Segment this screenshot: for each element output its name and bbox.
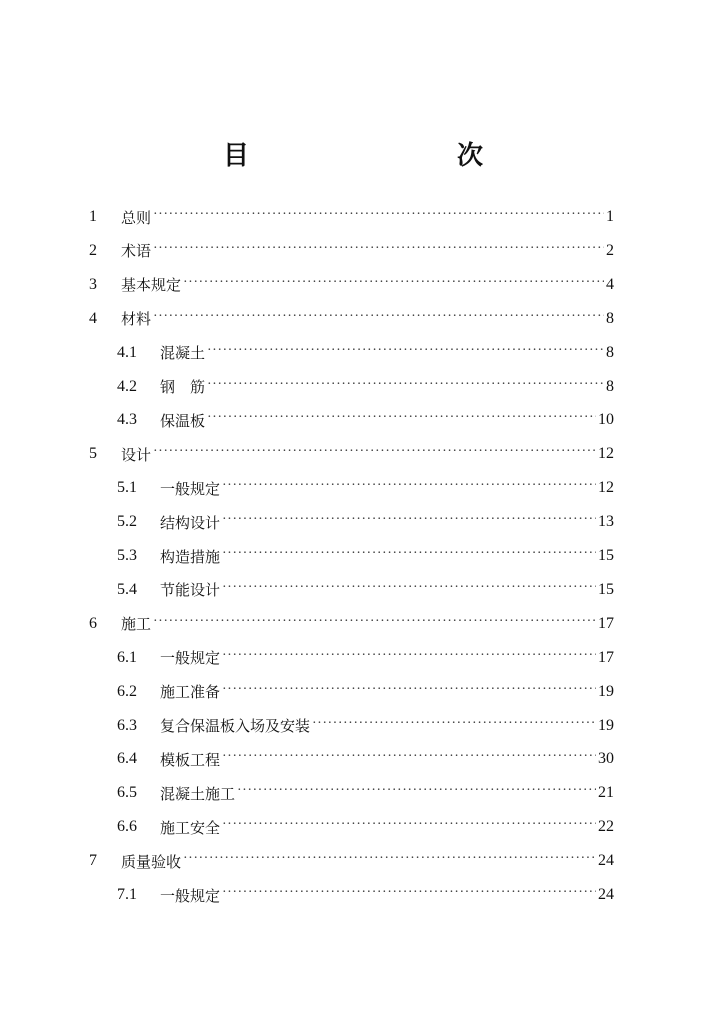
toc-dot-leader [222, 641, 596, 675]
toc-entry-number: 4.3 [117, 411, 137, 429]
toc-entry-number: 6.6 [117, 818, 137, 836]
toc-entry-label: 复合保温板入场及安装 [160, 717, 311, 735]
toc-dot-leader [222, 810, 596, 844]
toc-entry-number: 7.1 [117, 886, 137, 903]
toc-entry[interactable] [117, 539, 614, 573]
toc-dot-leader [183, 844, 596, 878]
toc-dot-leader [312, 709, 596, 743]
toc-entry-page-number: 8 [606, 377, 614, 395]
toc-entry-number: 6.4 [117, 750, 137, 768]
toc-entry-number: 5.4 [117, 580, 137, 598]
toc-entry-label: 总则 [121, 208, 152, 227]
toc-dot-leader [237, 776, 596, 810]
toc-entry[interactable] [117, 810, 614, 844]
toc-dot-leader [222, 675, 596, 709]
toc-entry-label: 节能设计 [160, 581, 221, 600]
toc-entry-label: 混凝土 [160, 344, 206, 363]
toc-entry-page-number: 24 [598, 886, 614, 903]
toc-dot-leader [222, 878, 596, 912]
toc-entry-number: 3 [89, 275, 97, 293]
toc-entry-page-number: 19 [598, 716, 614, 734]
toc-entry[interactable] [117, 573, 614, 607]
toc-entry-label: 施工安全 [160, 818, 221, 837]
toc-entry-page-number: 17 [598, 614, 614, 632]
toc-dot-leader [207, 336, 604, 370]
toc-entry-label: 结构设计 [160, 513, 221, 532]
toc-entry-page-number: 24 [598, 852, 614, 870]
toc-entry-label: 保温板 [160, 411, 206, 430]
toc-entry-page-number: 19 [598, 682, 614, 700]
toc-entry-page-number: 2 [606, 241, 614, 259]
toc-entry-page-number: 15 [598, 580, 614, 598]
toc-dot-leader [207, 403, 596, 437]
toc-dot-leader [153, 234, 604, 268]
toc-entry-number: 5 [89, 445, 97, 463]
toc-entry-page-number: 8 [606, 309, 614, 327]
toc-entry-number: 4.2 [117, 377, 137, 395]
toc-entry-page-number: 30 [598, 750, 614, 768]
toc-dot-leader [222, 471, 596, 505]
toc-entry-label: 一般规定 [160, 479, 221, 498]
toc-entry-label: 构造措施 [160, 547, 221, 566]
toc-entry-page-number: 10 [598, 411, 614, 429]
toc-entry-number: 2 [89, 241, 97, 259]
toc-entry-label: 钢 筋 [160, 378, 206, 396]
toc-entry-page-number: 22 [598, 818, 614, 836]
toc-entry-number: 6.3 [117, 716, 137, 734]
toc-entry-label: 一般规定 [160, 886, 221, 905]
toc-entry-page-number: 8 [606, 343, 614, 361]
toc-entry-label: 材料 [121, 310, 152, 329]
toc-entry-number: 7 [89, 852, 97, 870]
toc-entry[interactable] [89, 200, 614, 234]
toc-entry[interactable] [89, 302, 614, 336]
toc-entry[interactable] [89, 268, 614, 302]
toc-entry-number: 6.5 [117, 784, 137, 802]
toc-entry[interactable] [117, 505, 614, 539]
toc-entry-label: 一般规定 [160, 649, 221, 668]
toc-dot-leader [222, 742, 596, 776]
toc-entry-page-number: 13 [598, 513, 614, 531]
toc-entry-label: 施工 [121, 615, 152, 634]
toc-entry-label: 模板工程 [160, 750, 221, 769]
toc-dot-leader [153, 607, 596, 641]
toc-entry-number: 6.1 [117, 648, 137, 666]
toc-dot-leader [153, 200, 604, 234]
toc-entry[interactable] [89, 234, 614, 268]
toc-dot-leader [222, 505, 596, 539]
toc-entry-page-number: 12 [598, 445, 614, 463]
toc-entry-number: 5.1 [117, 479, 137, 497]
toc-entry[interactable] [117, 471, 614, 505]
toc-entry-page-number: 12 [598, 479, 614, 497]
toc-entry[interactable] [117, 709, 614, 743]
toc-entry-label: 基本规定 [121, 276, 182, 295]
toc-entry[interactable] [117, 370, 614, 404]
toc-entry[interactable] [117, 776, 614, 810]
toc-dot-leader [222, 573, 596, 607]
toc-entry-number: 4.1 [117, 343, 137, 361]
toc-entry-label: 术语 [121, 242, 152, 261]
toc-entry-label: 混凝土施工 [160, 784, 236, 803]
toc-entry[interactable] [117, 878, 614, 912]
page-title: 目 次 [222, 141, 535, 171]
toc-dot-leader [183, 268, 604, 302]
toc-entry-label: 施工准备 [160, 683, 221, 702]
toc-entry[interactable] [117, 675, 614, 709]
toc-entry-page-number: 4 [606, 275, 614, 293]
toc-dot-leader [207, 370, 604, 404]
toc-entry-number: 6.2 [117, 682, 137, 700]
toc-entry-number: 1 [89, 208, 97, 225]
toc-entry[interactable] [117, 641, 614, 675]
toc-entry-page-number: 15 [598, 547, 614, 564]
toc-entry-label: 设计 [121, 445, 152, 464]
toc-entry[interactable] [117, 336, 614, 370]
toc-dot-leader [153, 302, 604, 336]
toc-entry-page-number: 1 [606, 208, 614, 225]
toc-dot-leader [153, 437, 596, 471]
toc-entry-page-number: 17 [598, 648, 614, 666]
toc-entry-page-number: 21 [598, 784, 614, 802]
toc-entry-number: 5.2 [117, 513, 137, 531]
toc-entry-label: 质量验收 [121, 852, 182, 871]
toc-entry[interactable] [89, 844, 614, 878]
toc-entry-number: 5.3 [117, 547, 137, 564]
toc-entry[interactable] [89, 437, 614, 471]
toc-entry-number: 4 [89, 309, 97, 327]
toc-entry[interactable] [117, 403, 614, 437]
toc-entry[interactable] [117, 742, 614, 776]
toc-entry-number: 6 [89, 614, 97, 632]
toc-dot-leader [222, 539, 596, 573]
toc-entry[interactable] [89, 607, 614, 641]
